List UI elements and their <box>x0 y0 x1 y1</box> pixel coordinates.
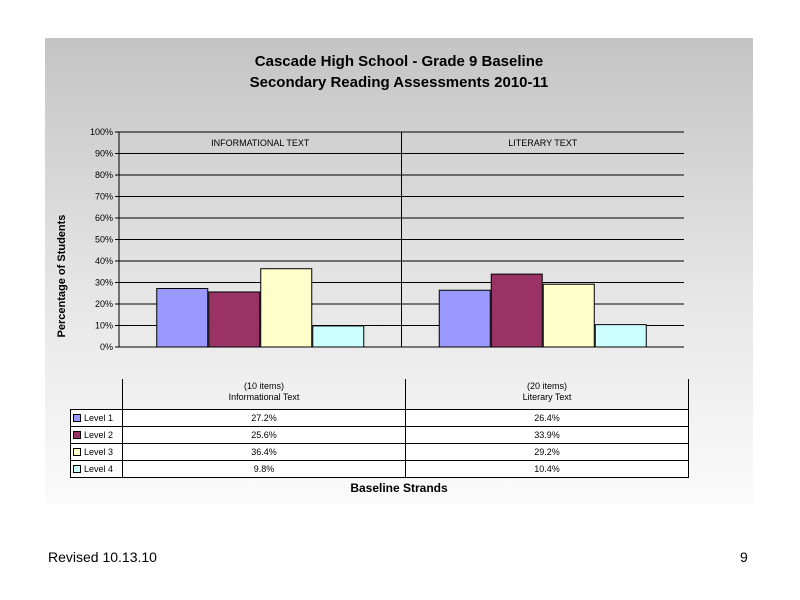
panel-label: LITERARY TEXT <box>508 138 578 148</box>
table-cell: 25.6% <box>123 427 406 444</box>
bar-level-2 <box>491 274 542 347</box>
bar-level-1 <box>439 290 490 347</box>
panel-label: INFORMATIONAL TEXT <box>211 138 310 148</box>
y-axis-label: Percentage of Students <box>56 214 68 338</box>
category-items: (10 items) <box>243 381 284 391</box>
y-tick-label: 50% <box>94 234 113 245</box>
table-cell: 9.8% <box>123 461 406 478</box>
legend-level-1: Level 1 <box>71 410 123 427</box>
bar-chart <box>45 38 753 358</box>
y-tick-label: 70% <box>94 191 113 202</box>
chart-subtitle: Secondary Reading Assessments 2010-11 <box>249 74 549 91</box>
table-row <box>71 461 689 478</box>
category-row <box>71 379 689 410</box>
bar-level-2 <box>209 292 260 347</box>
category-label: Informational Text <box>228 392 300 402</box>
table-cell: 10.4% <box>406 461 689 478</box>
y-tick-label: 0% <box>99 342 113 352</box>
revised-date: Revised 10.13.10 <box>48 549 157 565</box>
chart-panel <box>45 38 753 504</box>
bar-level-1 <box>157 289 208 347</box>
bar-level-3 <box>261 269 312 347</box>
y-tick-label: 30% <box>94 277 113 288</box>
table-cell: 26.4% <box>406 410 689 427</box>
bar-level-4 <box>595 325 646 347</box>
x-axis-label: Baseline Strands <box>350 481 448 495</box>
category-literary <box>406 379 689 410</box>
y-tick-label: 60% <box>94 213 113 223</box>
legend-level-2: Level 2 <box>71 427 123 444</box>
legend-swatch <box>73 431 81 439</box>
table-row <box>71 410 689 427</box>
table-cell: 33.9% <box>406 427 689 444</box>
bar-level-3 <box>543 284 594 347</box>
legend-level-3: Level 3 <box>71 444 123 461</box>
y-tick-label: 10% <box>94 320 113 331</box>
category-label: Literary Text <box>522 392 572 402</box>
category-informational <box>123 379 406 410</box>
legend-level-4: Level 4 <box>71 461 123 478</box>
table-cell: 29.2% <box>406 444 689 461</box>
page-number: 9 <box>740 549 748 565</box>
legend-swatch <box>73 465 81 473</box>
table-row <box>71 427 689 444</box>
table-row <box>71 444 689 461</box>
legend-swatch <box>73 414 81 422</box>
table-cell: 36.4% <box>123 444 406 461</box>
bar-level-4 <box>313 326 364 347</box>
table-cell: 27.2% <box>123 410 406 427</box>
data-table <box>70 379 689 478</box>
y-tick-label: 20% <box>94 299 113 309</box>
chart-title: Cascade High School - Grade 9 Baseline <box>254 53 544 70</box>
y-tick-label: 40% <box>94 256 113 266</box>
y-tick-label: 90% <box>94 148 113 159</box>
y-tick-label: 80% <box>94 170 113 180</box>
legend-swatch <box>73 448 81 456</box>
y-tick-label: 100% <box>89 127 113 137</box>
category-items: (20 items) <box>526 381 567 391</box>
